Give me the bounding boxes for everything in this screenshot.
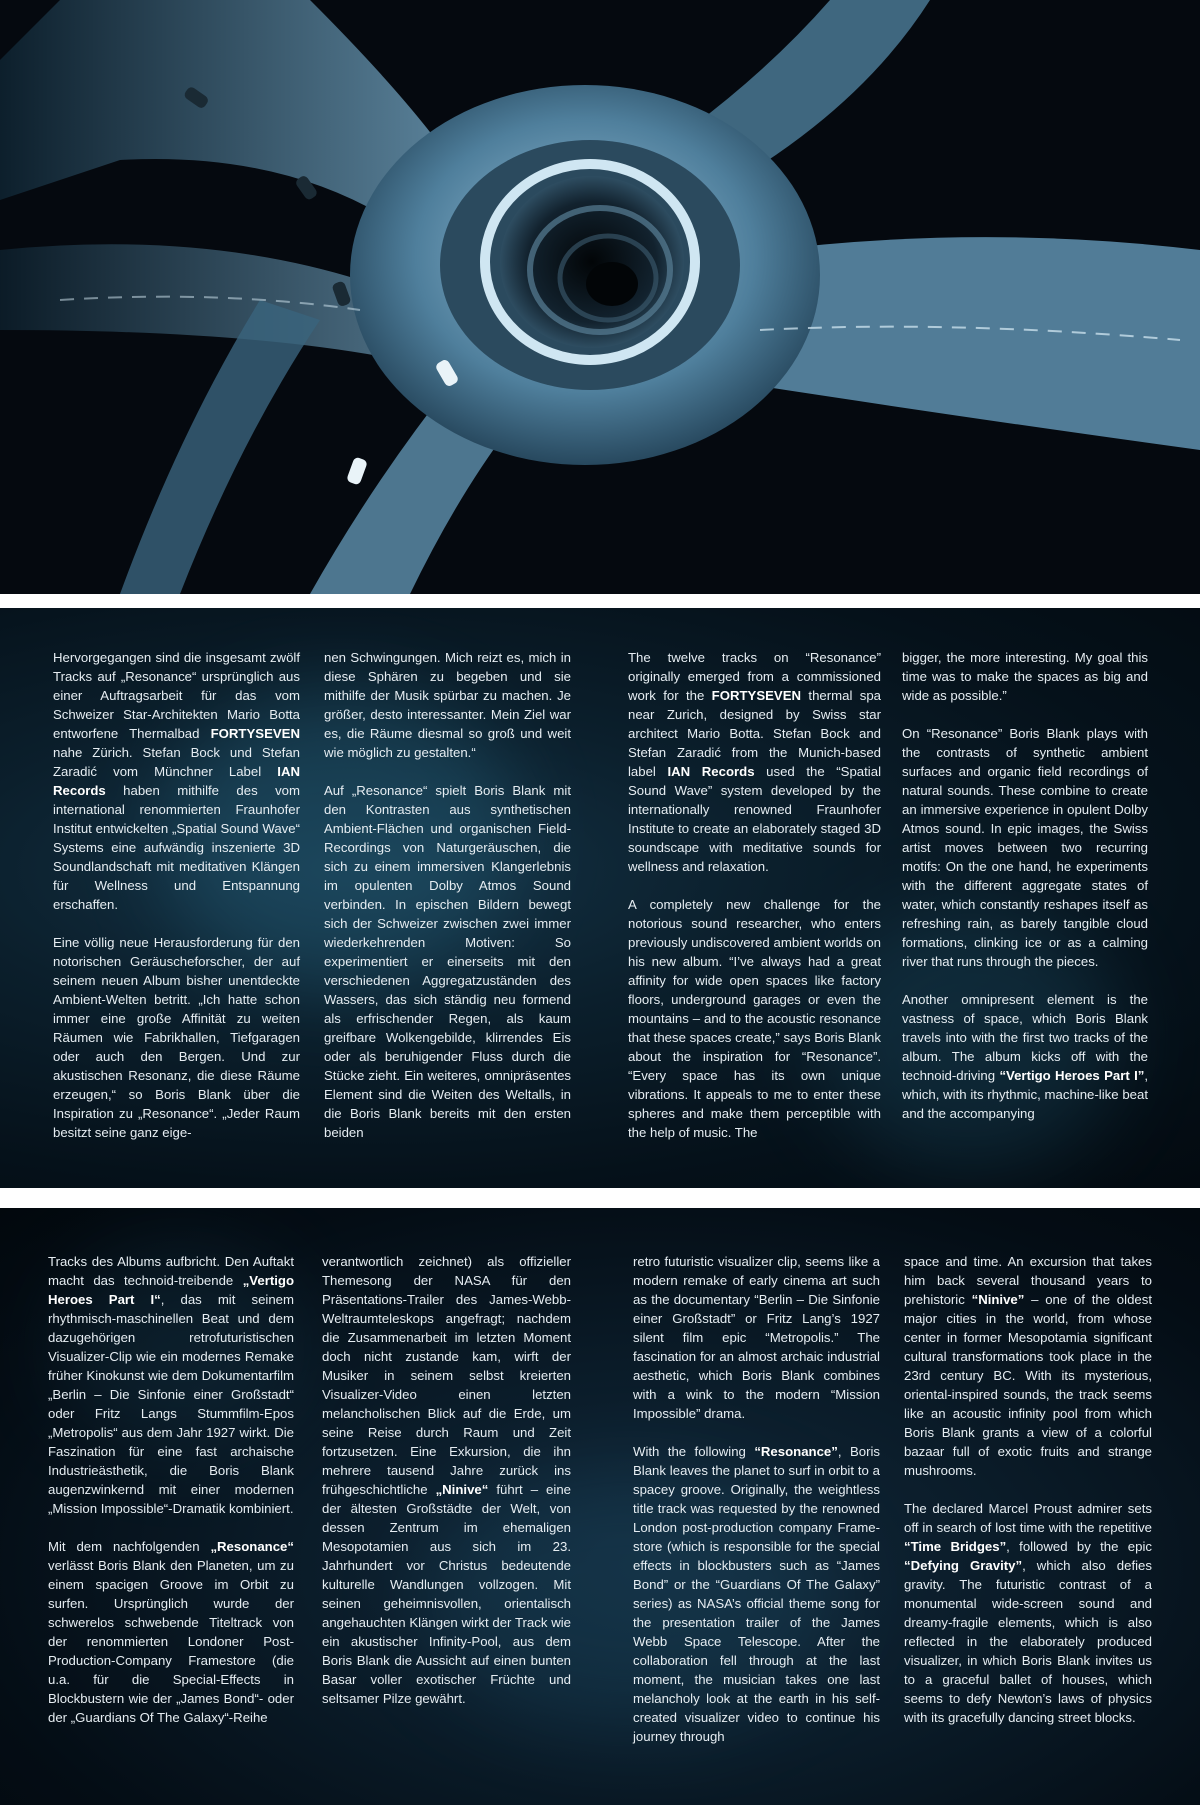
paragraph: verantwortlich zeichnet) als offizieller Themesong der NASA für den Präsentations-Trailer des James-Webb-Weltraumteleskops angefragt; nachdem die Zusammenarbeit im letzten Moment doch nicht zustande kam, wirft der Musiker in seinem selbst kreierten Visualizer-Video einen letzten melancholischen Blick auf die Erde, um seine Reise durch Raum und Zeit fortzusetzen. Eine Exkursion, die ihn mehrere tausend Jahre zurück ins frühgeschichtliche „Ninive“ führt – eine der ältesten Großstädte der Welt, von dessen Zentrum im ehemaligen Mesopotamien aus sich im 23. Jahrhundert vor Christus bedeutende kulturelle Wandlungen vollzogen. Mit seinen geheimnisvollen, orientalisch angehauchten Klängen wirkt der Track wie ein akustischer Infinity-Pool, aus dem Boris Blank die Aussicht auf einen bunten Basar voller exotischer Früchte und seltsamer Pilze gewährt. xyxy=(322,1254,571,1706)
paragraph: Another omnipresent element is the vastness of space, which Boris Blank travels into with the first two tracks of the album. The album kicks off with the technoid-driving “Vertigo Heroes Part I”, which, with its rhythmic, machine-like beat and the accompanying xyxy=(902,992,1149,1121)
text-spread-2 xyxy=(0,1208,1200,1805)
english-column-1 xyxy=(628,648,881,1161)
paragraph: Tracks des Albums aufbricht. Den Auftakt macht das technoid-treibende „Vertigo Heroes Part I“, das mit seinem rhythmisch-maschinellen Beat und dem dazugehörigen retrofuturistischen Visualizer-Clip wie ein modernes Remake früher Kinokunst wie dem Dokumentarfilm „Berlin – Die Sinfonie einer Großstadt“ oder Fritz Langs Stummfilm-Epos „Metropolis“ aus dem Jahr 1927 wirkt. Die Faszination für eine fast archaische Industrieästhetik, die Boris Blank augenzwinkernd mit einer modernen „Mission Impossible“-Dramatik kombiniert. xyxy=(48,1254,294,1516)
paragraph: space and time. An excursion that takes him back several thousand years to prehistoric “Ninive” – one of the oldest major cities in the world, from whose center in former Mesopotamia significant cultural transformations took place in the 23rd century BC. With its mysterious, oriental-inspired sounds, the track seems like an acoustic infinity pool from which Boris Blank grants a view of a colorful bazaar full of exotic fruits and strange mushrooms. xyxy=(904,1254,1152,1478)
paragraph: With the following “Resonance”, Boris Blank leaves the planet to surf in orbit to a spacey groove. Originally, the weightless title track was requested by the renowned London post-production company Frame-store (which is responsible for the special effects in blockbusters such as “James Bond” or the “Guardians Of The Galaxy” series) as NASA’s official theme song for the presentation trailer of the James Webb Space Telescope. After the collaboration fell through at the last moment, the musician takes one last melancholy look at the earth in his self-created visualizer video to continue his journey through xyxy=(633,1444,881,1744)
english-column-3 xyxy=(633,1252,880,1765)
bold-title: FORTYSEVEN xyxy=(210,726,300,741)
paragraph: nen Schwingungen. Mich reizt es, mich in diese Sphären zu begeben und sie mithilfe der Musik spürbar zu machen. Je größer, desto interessanter. Mein Ziel war es, die Räume diesmal so groß und weit wie möglich zu gestalten.“ xyxy=(324,650,571,760)
paragraph: Mit dem nachfolgenden „Resonance“ verlässt Boris Blank den Planeten, um zu einem spacigen Groove im Orbit zu surfen. Ursprünglich wurde der schwerelos schwebende Titeltrack von der renommierten Londoner Post-Production-Company Framestore (die u.a. für die Special-Effects in Blockbustern wie der „James Bond“- oder der „Guardians Of The Galaxy“-Reihe xyxy=(48,1539,294,1725)
text-spread-1 xyxy=(0,608,1200,1188)
bold-title: FORTYSEVEN xyxy=(711,688,802,703)
paragraph: bigger, the more interesting. My goal this time was to make the spaces as big and wide as possible.” xyxy=(902,650,1148,703)
bold-title: „Vertigo Heroes Part I“ xyxy=(48,1273,294,1307)
german-column-4 xyxy=(322,1252,571,1727)
paragraph: retro futuristic visualizer clip, seems like a modern remake of early cinema art such as the documentary “Berlin – Die Sinfonie einer Großstadt” or Fritz Lang’s 1927 silent film epic “Metropolis.” The fascination for an almost archaic industrial aesthetic, which Boris Blank combines with a wink to the modern “Mission Impossible” drama. xyxy=(633,1254,880,1421)
bold-title: “Defying Gravity” xyxy=(904,1558,1023,1573)
paragraph: On “Resonance” Boris Blank plays with the contrasts of synthetic ambient surfaces and organic field recordings of natural sounds. These combine to create an immersive experience in opulent Dolby Atmos sound. In epic images, the Swiss artist moves between two recurring motifs: On the one hand, he experiments with the different aggregate states of water, which constantly reshapes itself as refreshing rain, as barely tangible cloud formations, clinking ice or as a calming river that runs through the pieces. xyxy=(902,726,1148,969)
bold-title: IAN Records xyxy=(53,764,300,798)
paragraph: A completely new challenge for the notorious sound researcher, who enters previously undiscovered ambient worlds on his new album. “I’ve always had a great affinity for wide open spaces like factory floors, underground garages or even the mountains – and to the acoustic resonance that these spaces create,” says Boris Blank about the inspiration for “Resonance”. “Every space has its own unique vibrations. It appeals to me to enter these spheres and make them perceptible with the help of music. The xyxy=(628,897,881,1140)
german-column-3 xyxy=(48,1252,294,1746)
paragraph: Auf „Resonance“ spielt Boris Blank mit den Kontrasten aus synthetischen Ambient-Flächen und organischen Field-Recordings von Naturgeräuschen, die sich zu einem immersiven Klangerlebnis im opulenten Dolby Atmos Sound verbinden. In epischen Bildern bewegt sich der Schweizer zwischen zwei immer wiederkehrenden Motiven: So experimentiert er einerseits mit den verschiedenen Aggregatzuständen des Wassers, das sich ständig neu formend als erfrischender Regen, als kaum greifbare Wolkengebilde, klirrendes Eis oder als beruhigender Fluss durch die Stücke zieht. Ein weiteres, omnipräsentes Element sind die Weiten des Weltalls, in die Boris Blank bereits mit den ersten beiden xyxy=(324,783,571,1140)
paragraph: Hervorgegangen sind die insgesamt zwölf Tracks auf „Resonance“ ursprünglich aus einer Auftragsarbeit für das vom Schweizer Star-Architekten Mario Botta entworfene Thermalbad FORTYSEVEN nahe Zürich. Stefan Bock und Stefan Zaradić vom Münchner Label IAN Records haben mithilfe des vom international renommierten Fraunhofer Institut entwickelten „Spatial Sound Wave“ Systems eine aufwändig inszenierte 3D Soundlandschaft mit meditativen Klängen für Wellness und Entspannung erschaffen. xyxy=(53,650,300,912)
german-column-1 xyxy=(53,648,300,1161)
bold-title: „Ninive“ xyxy=(435,1482,489,1497)
german-column-2 xyxy=(324,648,571,1161)
hero-image xyxy=(0,0,1200,594)
bold-title: IAN Records xyxy=(667,764,755,779)
roundabout-illustration xyxy=(0,0,1200,594)
english-column-2 xyxy=(902,648,1148,1142)
bold-title: “Time Bridges” xyxy=(904,1539,1007,1554)
bold-title: “Resonance” xyxy=(754,1444,838,1459)
bold-title: “Ninive” xyxy=(971,1292,1025,1307)
bold-title: „Resonance“ xyxy=(210,1539,294,1554)
english-column-4 xyxy=(904,1252,1152,1746)
paragraph: The declared Marcel Proust admirer sets off in search of lost time with the repetitive “Time Bridges”, followed by the epic “Defying Gravity”, which also defies gravity. The futuristic contrast of a monumental wide-screen sound and dreamy-fragile elements, which is also reflected in the elaborately produced visualizer, in which Boris Blank invites us to a graceful ballet of houses, which seems to defy Newton’s laws of physics with its gracefully dancing street blocks. xyxy=(904,1501,1152,1725)
paragraph: The twelve tracks on “Resonance” originally emerged from a commissioned work for the FORTYSEVEN thermal spa near Zurich, designed by Swiss star architect Mario Botta. Stefan Bock and Stefan Zaradić from the Munich-based label IAN Records used the “Spatial Sound Wave” system developed by the internationally renowned Fraunhofer Institute to create an elaborately staged 3D soundscape with meditative sounds for wellness and relaxation. xyxy=(628,650,882,874)
bold-title: “Vertigo Heroes Part I” xyxy=(999,1068,1145,1083)
paragraph: Eine völlig neue Herausforderung für den notorischen Geräuscheforscher, der auf seinem neuen Album bisher unentdeckte Ambient-Welten betritt. „Ich hatte schon immer eine große Affinität zu weiten Räumen wie Fabrikhallen, Tiefgaragen oder auch den Bergen. Und zur akustischen Resonanz, die diese Räume erzeugen,“ so Boris Blank über die Inspiration zu „Resonance“. „Jeder Raum besitzt seine ganz eige- xyxy=(53,935,300,1140)
